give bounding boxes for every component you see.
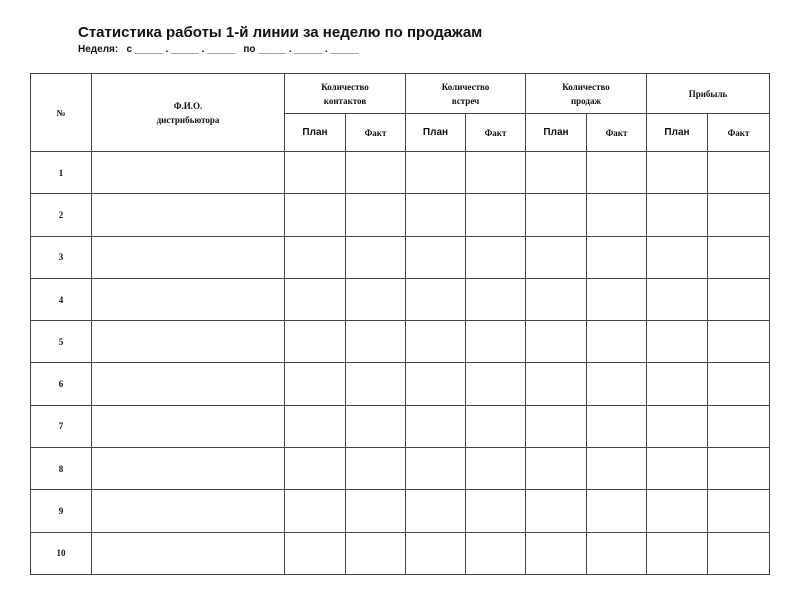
group-header-meetings: Количество встреч: [406, 74, 526, 114]
sales-plan-cell[interactable]: [526, 448, 587, 490]
meetings-fact-cell[interactable]: [466, 152, 526, 194]
name-cell[interactable]: [92, 194, 285, 236]
contacts-fact-cell[interactable]: [346, 490, 406, 532]
profit-fact-cell[interactable]: [708, 448, 770, 490]
contacts-fact-cell[interactable]: [346, 321, 406, 363]
row-number: 1: [31, 152, 92, 194]
contacts-fact-cell[interactable]: [346, 152, 406, 194]
table-row: [31, 490, 770, 532]
sales-plan-cell[interactable]: [526, 363, 587, 405]
profit-fact-cell[interactable]: [708, 194, 770, 236]
table-row: [31, 194, 770, 236]
contacts-plan-cell[interactable]: [285, 194, 346, 236]
group-header-contacts: Количество контактов: [285, 74, 406, 114]
contacts-plan-cell[interactable]: [285, 405, 346, 447]
plan-header: План: [406, 114, 466, 152]
meetings-plan-cell[interactable]: [406, 363, 466, 405]
meetings-plan-cell[interactable]: [406, 405, 466, 447]
plan-header: План: [647, 114, 708, 152]
name-cell[interactable]: [92, 490, 285, 532]
sales-plan-cell[interactable]: [526, 490, 587, 532]
sales-fact-cell[interactable]: [587, 236, 647, 278]
fact-header: Факт: [466, 114, 526, 152]
sales-fact-cell[interactable]: [587, 363, 647, 405]
sales-plan-cell[interactable]: [526, 152, 587, 194]
profit-fact-cell[interactable]: [708, 490, 770, 532]
sales-plan-cell[interactable]: [526, 194, 587, 236]
profit-fact-cell[interactable]: [708, 321, 770, 363]
meetings-plan-cell[interactable]: [406, 321, 466, 363]
sales-fact-cell[interactable]: [587, 321, 647, 363]
sales-fact-cell[interactable]: [587, 532, 647, 574]
sales-plan-cell[interactable]: [526, 405, 587, 447]
contacts-fact-cell[interactable]: [346, 363, 406, 405]
contacts-fact-cell[interactable]: [346, 278, 406, 320]
name-cell[interactable]: [92, 448, 285, 490]
profit-plan-cell[interactable]: [647, 532, 708, 574]
plan-header: План: [285, 114, 346, 152]
contacts-fact-cell[interactable]: [346, 194, 406, 236]
profit-fact-cell[interactable]: [708, 363, 770, 405]
group-header-profit: Прибыль: [647, 74, 770, 114]
table-row: [31, 278, 770, 320]
row-number: 9: [31, 490, 92, 532]
table-row: [31, 405, 770, 447]
table-row: [31, 532, 770, 574]
contacts-fact-cell[interactable]: [346, 236, 406, 278]
sales-plan-cell[interactable]: [526, 278, 587, 320]
week-period-line: Неделя: с _____ . _____ . _____ по _____ . _____ . _____: [78, 44, 359, 55]
profit-plan-cell[interactable]: [647, 363, 708, 405]
contacts-plan-cell[interactable]: [285, 152, 346, 194]
contacts-plan-cell[interactable]: [285, 236, 346, 278]
name-cell[interactable]: [92, 363, 285, 405]
sales-fact-cell[interactable]: [587, 405, 647, 447]
plan-header: План: [526, 114, 587, 152]
meetings-plan-cell[interactable]: [406, 490, 466, 532]
meetings-fact-cell[interactable]: [466, 194, 526, 236]
contacts-fact-cell[interactable]: [346, 532, 406, 574]
profit-fact-cell[interactable]: [708, 278, 770, 320]
profit-fact-cell[interactable]: [708, 405, 770, 447]
sales-plan-cell[interactable]: [526, 236, 587, 278]
profit-plan-cell[interactable]: [647, 278, 708, 320]
profit-fact-cell[interactable]: [708, 236, 770, 278]
profit-plan-cell[interactable]: [647, 490, 708, 532]
meetings-fact-cell[interactable]: [466, 363, 526, 405]
table-row: [31, 448, 770, 490]
name-cell[interactable]: [92, 236, 285, 278]
meetings-plan-cell[interactable]: [406, 194, 466, 236]
table-row: [31, 363, 770, 405]
column-header-number: №: [31, 74, 92, 152]
row-number: 6: [31, 363, 92, 405]
meetings-plan-cell[interactable]: [406, 532, 466, 574]
page-title: Статистика работы 1-й линии за неделю по продажам: [78, 24, 483, 41]
fact-header: Факт: [708, 114, 770, 152]
name-cell[interactable]: [92, 278, 285, 320]
table-row: [31, 152, 770, 194]
meetings-plan-cell[interactable]: [406, 152, 466, 194]
contacts-plan-cell[interactable]: [285, 278, 346, 320]
row-number: 3: [31, 236, 92, 278]
sales-fact-cell[interactable]: [587, 490, 647, 532]
table-row: [31, 321, 770, 363]
contacts-plan-cell[interactable]: [285, 490, 346, 532]
row-number: 4: [31, 278, 92, 320]
meetings-plan-cell[interactable]: [406, 236, 466, 278]
meetings-fact-cell[interactable]: [466, 236, 526, 278]
column-header-name: Ф.И.О. дистрибьютора: [92, 74, 285, 152]
sales-plan-cell[interactable]: [526, 321, 587, 363]
contacts-plan-cell[interactable]: [285, 321, 346, 363]
profit-fact-cell[interactable]: [708, 152, 770, 194]
meetings-fact-cell[interactable]: [466, 532, 526, 574]
fact-header: Факт: [346, 114, 406, 152]
sales-statistics-table: [30, 73, 770, 575]
fact-header: Факт: [587, 114, 647, 152]
sales-plan-cell[interactable]: [526, 532, 587, 574]
sales-fact-cell[interactable]: [587, 448, 647, 490]
meetings-plan-cell[interactable]: [406, 448, 466, 490]
contacts-fact-cell[interactable]: [346, 448, 406, 490]
meetings-fact-cell[interactable]: [466, 405, 526, 447]
profit-plan-cell[interactable]: [647, 236, 708, 278]
sales-fact-cell[interactable]: [587, 152, 647, 194]
meetings-fact-cell[interactable]: [466, 321, 526, 363]
name-cell[interactable]: [92, 405, 285, 447]
contacts-plan-cell[interactable]: [285, 448, 346, 490]
name-cell[interactable]: [92, 532, 285, 574]
profit-plan-cell[interactable]: [647, 194, 708, 236]
meetings-plan-cell[interactable]: [406, 278, 466, 320]
contacts-plan-cell[interactable]: [285, 532, 346, 574]
profit-plan-cell[interactable]: [647, 152, 708, 194]
table-row: [31, 236, 770, 278]
row-number: 7: [31, 405, 92, 447]
meetings-fact-cell[interactable]: [466, 490, 526, 532]
profit-fact-cell[interactable]: [708, 532, 770, 574]
name-cell[interactable]: [92, 321, 285, 363]
meetings-fact-cell[interactable]: [466, 278, 526, 320]
profit-plan-cell[interactable]: [647, 321, 708, 363]
contacts-fact-cell[interactable]: [346, 405, 406, 447]
row-number: 2: [31, 194, 92, 236]
contacts-plan-cell[interactable]: [285, 363, 346, 405]
row-number: 8: [31, 448, 92, 490]
name-cell[interactable]: [92, 152, 285, 194]
sales-fact-cell[interactable]: [587, 194, 647, 236]
row-number: 10: [31, 532, 92, 574]
profit-plan-cell[interactable]: [647, 448, 708, 490]
profit-plan-cell[interactable]: [647, 405, 708, 447]
meetings-fact-cell[interactable]: [466, 448, 526, 490]
group-header-sales: Количество продаж: [526, 74, 647, 114]
sales-fact-cell[interactable]: [587, 278, 647, 320]
row-number: 5: [31, 321, 92, 363]
